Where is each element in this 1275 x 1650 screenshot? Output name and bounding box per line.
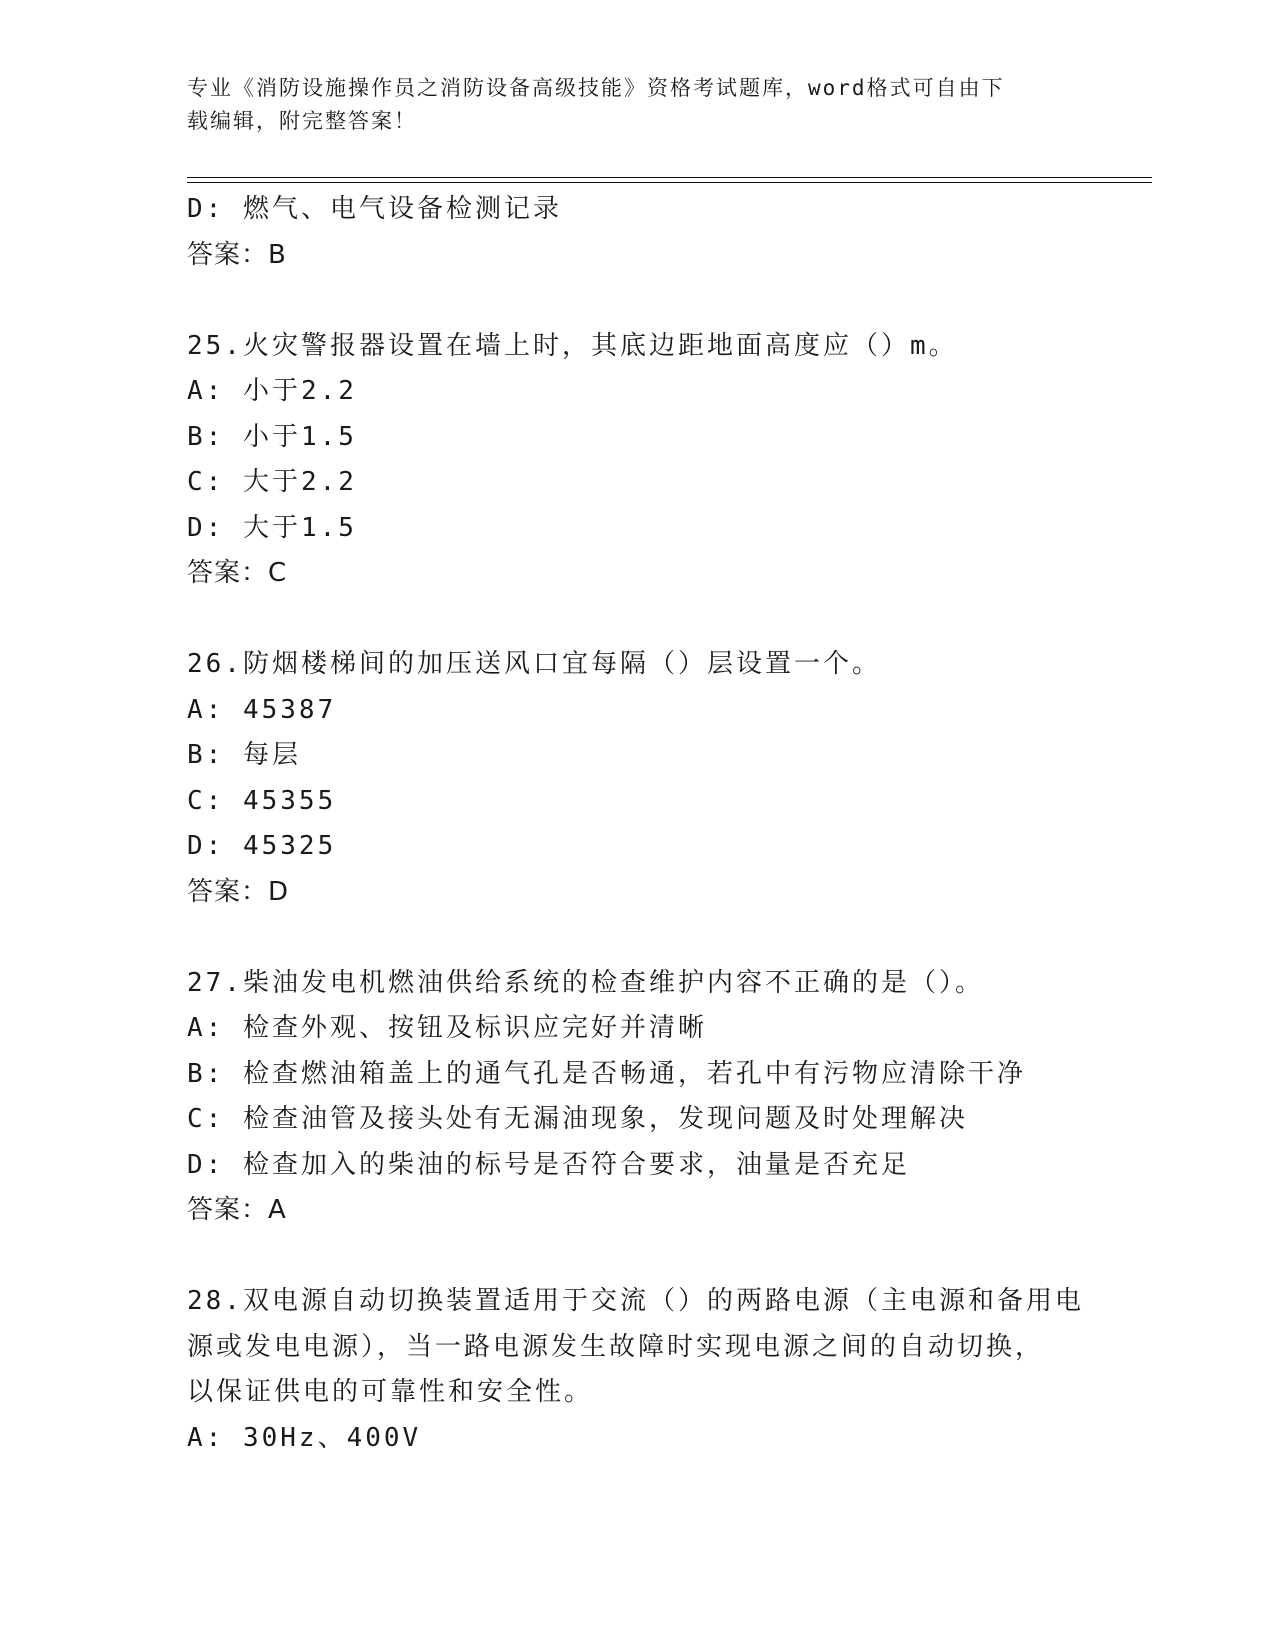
option-a: A: 检查外观、按钮及标识应完好并清晰 [187, 1013, 707, 1043]
spacer [187, 278, 1087, 324]
answer-line: 答案：C [187, 558, 288, 588]
option-d: D: 45325 [187, 831, 337, 861]
option-b: B: 小于1.5 [187, 421, 357, 452]
option-a: A: 30Hz、400V [187, 1422, 422, 1453]
header-divider-bottom [187, 182, 1152, 183]
option-a: A: 小于2.2 [187, 376, 357, 406]
option-a: A: 45387 [187, 694, 337, 725]
question-block-28 [187, 1279, 1087, 1461]
question-text-line-2: 源或发电电源），当一路电源发生故障时实现电源之间的自动切换， [187, 1331, 1045, 1362]
question-text: 26.防烟楼梯间的加压送风口宜每隔（）层设置一个。 [187, 649, 881, 679]
spacer [187, 1234, 1087, 1280]
answer-line: 答案：B [187, 239, 287, 270]
header-line-2: 载编辑，附完整答案！ [187, 109, 417, 133]
option-c: C: 检查油管及接头处有无漏油现象，发现问题及时处理解决 [187, 1104, 968, 1134]
option-d: D: 大于1.5 [187, 512, 357, 543]
question-text-line-1: 28.双电源自动切换装置适用于交流（）的两路电源（主电源和备用电 [187, 1286, 1084, 1316]
spacer [187, 915, 1087, 961]
header-line-1: 专业《消防设施操作员之消防设备高级技能》资格考试题库，word格式可自由下 [187, 76, 1005, 100]
option-b: B: 检查燃油箱盖上的通气孔是否畅通，若孔中有污物应清除干净 [187, 1058, 1026, 1089]
document-header [187, 72, 1087, 138]
option-d: D: 燃气、电气设备检测记录 [187, 194, 562, 224]
spacer [187, 597, 1087, 643]
header-divider-top [187, 177, 1152, 178]
question-block-27 [187, 961, 1087, 1234]
answer-line: 答案：A [187, 1195, 287, 1225]
answer-line: 答案：D [187, 876, 290, 907]
document-body [187, 187, 1087, 1461]
question-text: 25.火灾警报器设置在墙上时，其底边距地面高度应（）m。 [187, 330, 958, 361]
option-c: C: 45355 [187, 785, 337, 816]
question-block-prev [187, 187, 1087, 278]
option-b: B: 每层 [187, 740, 301, 770]
question-block-26 [187, 642, 1087, 915]
question-block-25 [187, 324, 1087, 597]
question-text-line-3: 以保证供电的可靠性和安全性。 [187, 1377, 594, 1407]
question-text: 27.柴油发电机燃油供给系统的检查维护内容不正确的是（）。 [187, 967, 984, 998]
option-c: C: 大于2.2 [187, 467, 357, 497]
option-d: D: 检查加入的柴油的标号是否符合要求，油量是否充足 [187, 1149, 910, 1180]
